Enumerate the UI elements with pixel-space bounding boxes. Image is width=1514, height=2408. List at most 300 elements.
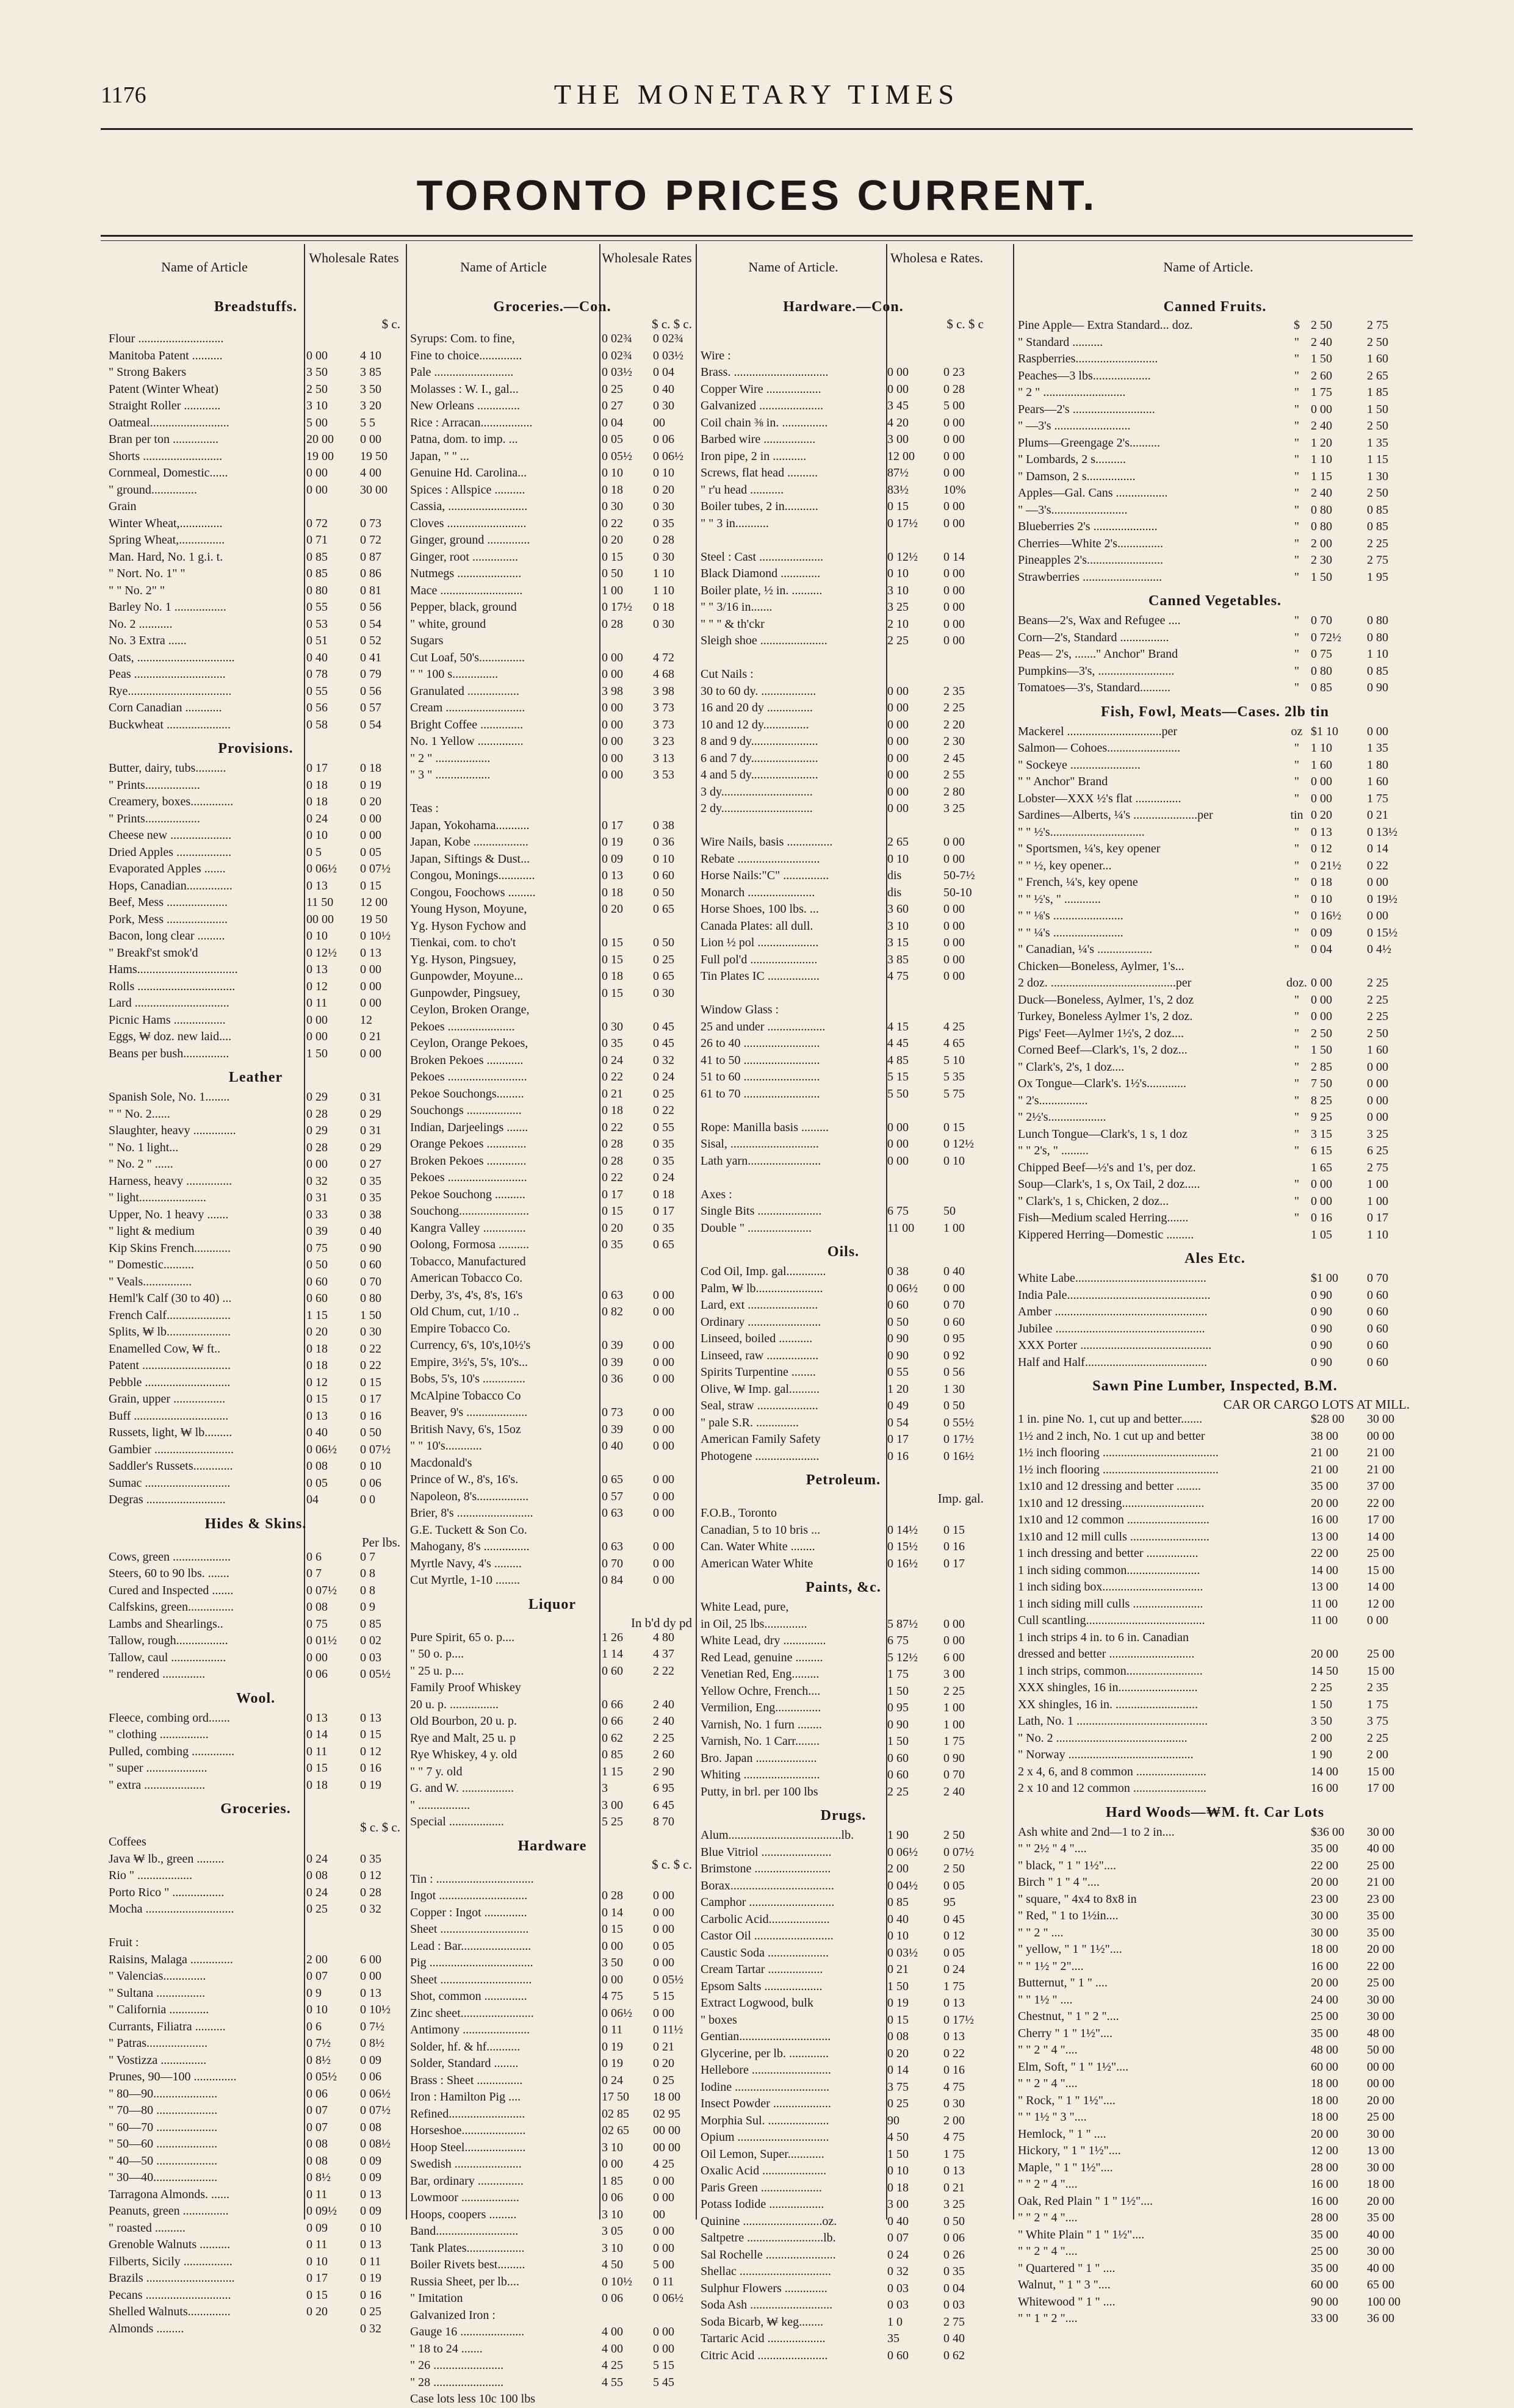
price-low: 0 40 <box>602 1439 623 1453</box>
unit: " <box>1294 858 1300 872</box>
price-low: 0 07 <box>887 2231 909 2244</box>
price-high: 0 79 <box>360 667 381 681</box>
price-row <box>1018 841 1412 858</box>
article-name: XX shingles, 16 in. ........................... <box>1018 1697 1198 1711</box>
price-high: 0 21 <box>360 1030 381 1043</box>
price-low: 0 10 <box>306 828 328 842</box>
article-name: Enamelled Cow, ₩ ft.. <box>109 1342 221 1356</box>
price-row <box>701 532 986 549</box>
price-row <box>410 1086 694 1103</box>
price-low: 3 10 <box>602 2140 623 2154</box>
price-row <box>109 1650 403 1667</box>
price-row <box>701 516 986 533</box>
price-row <box>410 566 694 583</box>
price-low: 48 00 <box>1311 2043 1338 2057</box>
price-low: 3 50 <box>1311 1714 1332 1728</box>
price-row <box>109 2019 403 2036</box>
article-name: " Lombards, 2 s.......... <box>1018 453 1126 466</box>
price-low: 0 53 <box>306 617 328 631</box>
section-heading: Petroleum. <box>806 1472 881 1488</box>
price-row <box>1018 2160 1412 2177</box>
price-high: 0 22 <box>1367 858 1388 872</box>
price-row <box>109 1408 403 1425</box>
price-high: 0 60 <box>360 1258 381 1271</box>
article-name: Lath, No. 1 ........................................... <box>1018 1714 1208 1728</box>
price-row <box>701 1717 986 1734</box>
price-row <box>1018 1874 1412 1891</box>
price-row <box>701 683 986 700</box>
price-row <box>410 968 694 985</box>
article-name <box>701 1102 884 1120</box>
price-low: 0 00 <box>1311 791 1332 805</box>
price-low: 0 00 <box>306 1030 328 1043</box>
article-name: Insect Powder ................... <box>701 2097 831 2110</box>
price-low: 0 15 <box>602 952 623 966</box>
price-low: 0 31 <box>306 1191 328 1204</box>
price-row <box>109 1549 403 1566</box>
price-row <box>701 1052 986 1069</box>
price-low: 0 03 <box>887 2281 909 2295</box>
price-low: 00 00 <box>306 912 334 926</box>
price-high: 0 11½ <box>653 2023 683 2036</box>
price-low <box>598 1388 649 1405</box>
price-low: 0 39 <box>306 1224 328 1238</box>
price-row <box>701 1136 986 1153</box>
article-name: 30 to 60 dy. .................. <box>701 684 816 698</box>
price-low: 3 75 <box>887 2080 909 2094</box>
price-high: 0 00 <box>653 1506 674 1520</box>
price-low: 0 18 <box>602 885 623 899</box>
price-low: 7 50 <box>1311 1077 1332 1090</box>
price-low: 1 75 <box>887 1667 909 1681</box>
price-row <box>109 945 403 962</box>
price-low: 0 03½ <box>887 1946 918 1960</box>
article-name: Antimony ...................... <box>410 2023 530 2036</box>
article-name: Oil Lemon, Super............ <box>701 2147 824 2161</box>
price-row <box>410 2005 694 2022</box>
article-name <box>701 331 884 348</box>
price-high: 0 60 <box>1367 1339 1388 1352</box>
price-low: 20 00 <box>1311 1496 1338 1510</box>
price-row <box>410 1438 694 1455</box>
price-low: 0 40 <box>306 650 328 664</box>
price-low: 3 <box>602 1781 608 1795</box>
price-row <box>701 1928 986 1945</box>
article-name: " Prints.................. <box>109 778 200 792</box>
article-name: " Standard .......... <box>1018 335 1103 349</box>
price-low: 0 60 <box>887 1768 909 1781</box>
article-name: " r'u head ........... <box>701 483 784 497</box>
price-row <box>1018 1321 1412 1338</box>
price-low <box>303 498 356 516</box>
price-high: 0 06½ <box>653 449 683 463</box>
price-high: 0 06 <box>653 433 674 446</box>
price-high: 10% <box>943 483 966 497</box>
price-high: 1 00 <box>943 1717 965 1731</box>
price-row <box>410 2039 694 2056</box>
price-row <box>410 398 694 415</box>
article-name: Ordinary ........................ <box>701 1315 821 1329</box>
unit <box>1286 1858 1307 1875</box>
unit <box>1286 2160 1307 2177</box>
price-low: 1 10 <box>1311 453 1332 466</box>
price-row <box>109 794 403 811</box>
price-row <box>1018 536 1412 553</box>
price-low: 3 05 <box>602 2224 623 2238</box>
price-row <box>109 700 403 717</box>
unit <box>1286 2210 1307 2227</box>
unit <box>1286 2059 1307 2076</box>
price-row <box>410 901 694 918</box>
price-low: 16 00 <box>1311 1959 1338 1973</box>
price-low: 0 00 <box>887 701 909 714</box>
article-name: Bright Coffee .............. <box>410 717 524 731</box>
price-low: 3 10 <box>306 399 328 412</box>
price-high: 6 25 <box>1367 1144 1388 1157</box>
article-name: " Canadian, ¼'s .................. <box>1018 943 1153 956</box>
article-name: Pekoes .......................... <box>410 1070 527 1084</box>
unit <box>1286 1545 1307 1562</box>
price-high: 0 00 <box>943 1634 965 1647</box>
price-row <box>410 2190 694 2207</box>
price-row <box>701 1102 986 1120</box>
price-row <box>701 1120 986 1137</box>
section-heading: Hides & Skins. <box>204 1515 307 1532</box>
price-high: 0 06 <box>360 2070 381 2083</box>
price-row <box>410 2357 694 2374</box>
price-high: 6 45 <box>653 1798 674 1812</box>
price-low: $1 10 <box>1311 724 1338 738</box>
article-name: Butter, dairy, tubs.......... <box>109 761 226 775</box>
price-low: 0 00 <box>887 751 909 765</box>
price-row <box>701 1398 986 1415</box>
unit: " <box>1294 1026 1300 1040</box>
price-high: 35 00 <box>1367 1925 1394 1939</box>
section-subheading: $ c. <box>381 317 400 331</box>
article-name: Pineapples 2's......................... <box>1018 553 1164 567</box>
price-row <box>410 549 694 566</box>
price-row <box>410 1680 694 1697</box>
price-low: 0 10 <box>306 2254 328 2268</box>
article-name: dressed and better ............................ <box>1018 1647 1195 1661</box>
price-high: 0 15 <box>360 1375 381 1389</box>
price-high: 3 53 <box>653 768 674 782</box>
price-low: 0 39 <box>602 1355 623 1369</box>
price-row <box>109 1357 403 1375</box>
price-row <box>109 777 403 794</box>
price-low: 0 05 <box>602 433 623 446</box>
unit <box>1286 1713 1307 1730</box>
price-high: 0 24 <box>653 1070 674 1084</box>
article-name: " 26 ....................... <box>410 2359 504 2372</box>
price-low: 0 56 <box>306 701 328 714</box>
price-row <box>701 733 986 750</box>
price-low: 0 78 <box>306 667 328 681</box>
article-name: Congou, Monings............ <box>410 869 535 882</box>
price-high: 0 00 <box>1367 1093 1388 1107</box>
price-high <box>1363 958 1412 976</box>
price-high: 15 00 <box>1367 1563 1394 1577</box>
price-high: 2 90 <box>653 1764 674 1778</box>
price-low: 0 40 <box>887 2214 909 2228</box>
article-name: Empire Tobacco Co. <box>410 1321 511 1335</box>
article-name: Shellac .............................. <box>701 2265 831 2278</box>
unit <box>1286 1975 1307 1992</box>
article-name: 1½ and 2 inch, No. 1 cut up and better <box>1018 1429 1205 1443</box>
price-row <box>410 2274 694 2291</box>
price-row <box>1018 1354 1412 1371</box>
price-row <box>109 2287 403 2304</box>
price-high: 3 50 <box>360 382 381 396</box>
article-name: Whitewood " 1 " .... <box>1018 2295 1116 2309</box>
price-high: 0 57 <box>360 701 381 714</box>
price-high: 0 21 <box>653 2040 674 2054</box>
article-name: Iron pipe, 2 in ........... <box>701 449 807 463</box>
price-row <box>1018 908 1412 925</box>
article-name: Galvanized Iron : <box>410 2308 496 2322</box>
article-name: Monarch ...................... <box>701 885 815 899</box>
price-high: 0 00 <box>653 1489 674 1503</box>
article-name: 25 and under ................... <box>701 1019 826 1033</box>
price-low: 0 13 <box>306 963 328 976</box>
price-low <box>598 1002 649 1019</box>
article-name: " No. 2 ........................................... <box>1018 1731 1188 1745</box>
unit: " <box>1294 630 1300 644</box>
price-low: 1 90 <box>1311 1748 1332 1761</box>
price-low: 0 10 <box>887 1929 909 1943</box>
price-low: 35 00 <box>1311 2026 1338 2040</box>
article-name: Pekoes .......................... <box>410 1171 527 1184</box>
article-name: Cut Nails : <box>701 667 754 681</box>
price-row <box>1018 1891 1412 1908</box>
price-row <box>701 1364 986 1381</box>
article-name: Cloves .......................... <box>410 516 527 530</box>
price-row <box>1018 992 1412 1009</box>
price-row <box>701 599 986 616</box>
price-low: 0 21 <box>602 1087 623 1101</box>
price-low: 0 15 <box>602 986 623 1000</box>
article-name: Corn—2's, Standard ................ <box>1018 630 1169 644</box>
price-low: 87½ <box>887 466 909 480</box>
section-subheading: $ c. $ c. <box>652 1856 692 1872</box>
article-name: Photogene ..................... <box>701 1449 820 1463</box>
price-high <box>649 1522 694 1539</box>
price-low: 35 00 <box>1311 2227 1338 2241</box>
price-high: 0 35 <box>653 1221 674 1235</box>
price-low: dis <box>887 869 902 882</box>
price-high: 0 00 <box>653 1889 674 1902</box>
article-name: Straight Roller ............ <box>109 399 221 412</box>
price-high: 3 00 <box>943 1667 965 1681</box>
price-low: 0 15 <box>602 1204 623 1218</box>
article-name: Chestnut, " 1 " 2 ".... <box>1018 2010 1119 2023</box>
unit <box>1286 1354 1307 1371</box>
price-row <box>109 1901 403 1918</box>
price-row <box>1018 1596 1412 1613</box>
article-name: 3 dy.............................. <box>701 785 813 799</box>
article-name: Spring Wheat,............... <box>109 533 225 547</box>
price-high: 0 25 <box>653 1087 674 1101</box>
price-high: 0 00 <box>943 969 965 983</box>
price-row <box>1018 2008 1412 2025</box>
price-low: 1 50 <box>306 1046 328 1060</box>
price-low: 1 50 <box>1311 1697 1332 1711</box>
price-row <box>1018 824 1412 841</box>
unit: " <box>1294 681 1300 694</box>
unit <box>1286 1287 1307 1304</box>
unit <box>1286 1411 1307 1428</box>
article-name: Beaver, 9's .................... <box>410 1406 528 1419</box>
price-high: 12 <box>360 1013 372 1027</box>
price-row <box>410 1455 694 1472</box>
price-row <box>410 364 694 381</box>
price-row <box>109 2237 403 2254</box>
price-high: 3 25 <box>1367 1127 1388 1141</box>
price-low: 0 70 <box>1311 614 1332 627</box>
article-name: " white, ground <box>410 617 486 631</box>
article-name: " Clark's, 1 s, Chicken, 2 doz... <box>1018 1194 1169 1208</box>
price-row <box>701 364 986 381</box>
unit: " <box>1294 1110 1300 1124</box>
price-low: 1 65 <box>1311 1160 1332 1174</box>
article-name: Brier, 8's ......................... <box>410 1506 533 1520</box>
price-low: 0 06 <box>602 2291 623 2305</box>
price-high: 30 00 <box>1367 1993 1394 2007</box>
price-high: 00 00 <box>1367 2077 1394 2090</box>
price-row <box>1018 1143 1412 1160</box>
article-name: 1½ inch flooring ...................................... <box>1018 1446 1219 1459</box>
price-row <box>701 2079 986 2096</box>
price-row <box>701 1556 986 1573</box>
price-row <box>109 979 403 996</box>
price-high: 0 03½ <box>653 348 683 362</box>
article-name: Lard, ext ....................... <box>701 1298 818 1312</box>
price-row <box>701 968 986 985</box>
price-low: 5 87½ <box>887 1617 918 1631</box>
article-name: Oolong, Formosa .......... <box>410 1238 529 1251</box>
price-row <box>1018 646 1412 663</box>
price-row <box>1018 1270 1412 1287</box>
price-high: 0 00 <box>653 1473 674 1486</box>
price-row <box>109 1207 403 1224</box>
price-low: 1 75 <box>1311 386 1332 399</box>
unit <box>1286 1562 1307 1580</box>
price-low <box>598 1455 649 1472</box>
price-high: 0 60 <box>1367 1321 1388 1335</box>
price-high: 0 10 <box>943 1154 965 1168</box>
price-low: 0 00 <box>1311 1194 1332 1208</box>
unit: " <box>1294 1077 1300 1090</box>
article-name: F.O.B., Toronto <box>701 1506 777 1520</box>
price-low: 0 21½ <box>1311 858 1341 872</box>
price-high: 1 60 <box>1367 1043 1388 1057</box>
article-name: Horse Shoes, 100 lbs. ... <box>701 902 819 916</box>
price-high: 50 00 <box>1367 2043 1394 2057</box>
unit: " <box>1294 1010 1300 1023</box>
article-name: Pine Apple— Extra Standard... doz. <box>1018 318 1193 332</box>
price-row <box>109 1391 403 1408</box>
price-high: 0 29 <box>360 1140 381 1154</box>
article-name: Pumpkins—3's, ......................... <box>1018 664 1175 678</box>
article-name: Congou, Foochows ......... <box>410 885 536 899</box>
article-name: Tin Plates IC ................. <box>701 969 820 983</box>
price-low: 1 50 <box>887 1734 909 1748</box>
price-high: 30 00 <box>1367 2244 1394 2258</box>
price-row <box>701 1170 986 1187</box>
price-row <box>410 650 694 667</box>
price-low: 0 75 <box>1311 647 1332 661</box>
article-name <box>410 784 598 801</box>
price-low: 0 51 <box>306 634 328 647</box>
section-heading: Hard Woods—₩M. ft. Car Lots <box>1105 1804 1325 1820</box>
price-high: 0 13 <box>360 1711 381 1725</box>
price-low: 12 00 <box>1311 2144 1338 2157</box>
article-name: Patent (Winter Wheat) <box>109 382 218 396</box>
price-row <box>701 985 986 1002</box>
article-name: Kippered Herring—Domestic ......... <box>1018 1227 1194 1242</box>
price-low: 0 16 <box>887 1449 909 1463</box>
price-high: 37 00 <box>1367 1479 1394 1493</box>
price-high <box>940 1187 986 1204</box>
article-name: Buff ............................... <box>109 1409 229 1423</box>
price-row <box>701 415 986 432</box>
article-name: Hickory, " 1 " 1½".... <box>1018 2144 1121 2157</box>
unit: " <box>1294 775 1300 788</box>
price-high: 0 30 <box>653 399 674 412</box>
price-row <box>109 2136 403 2153</box>
price-low <box>303 2321 356 2338</box>
article-name: 1 in. pine No. 1, cut up and better....... <box>1018 1412 1203 1426</box>
price-low: 0 20 <box>887 2046 909 2060</box>
unit: " <box>1294 335 1300 349</box>
unit <box>1286 2109 1307 2126</box>
price-high: 0 85 <box>1367 520 1388 533</box>
price-low: 13 00 <box>1311 1529 1338 1544</box>
price-row <box>410 2240 694 2257</box>
price-high: 3 73 <box>653 701 674 714</box>
price-low: 5 00 <box>306 415 328 429</box>
unit: " <box>1294 892 1300 906</box>
price-low: 0 82 <box>602 1305 623 1318</box>
price-high: 0 00 <box>1367 1077 1388 1090</box>
section-heading: Groceries. <box>220 1801 291 1817</box>
price-row <box>410 1955 694 1972</box>
price-low: 0 20 <box>602 1221 623 1235</box>
price-row <box>1018 1925 1412 1942</box>
price-high: 2 20 <box>943 717 965 731</box>
price-high: 0 13 <box>943 2030 965 2043</box>
price-row <box>701 851 986 868</box>
price-row <box>1018 1495 1412 1512</box>
price-low: 0 80 <box>1311 664 1332 678</box>
price-row <box>701 1666 986 1683</box>
article-name: Ginger, root ............... <box>410 550 518 564</box>
price-high: 2 50 <box>943 1862 965 1875</box>
price-row <box>410 1120 694 1137</box>
price-high: 2 22 <box>653 1664 674 1678</box>
price-high: 1 10 <box>653 583 674 597</box>
price-low: 0 9 <box>306 1986 322 2000</box>
price-low <box>598 2307 649 2324</box>
price-low: 28 00 <box>1311 2160 1338 2174</box>
price-row <box>701 952 986 969</box>
price-high <box>940 532 986 549</box>
price-high <box>649 2391 694 2408</box>
unit: " <box>1294 664 1300 678</box>
price-row <box>1018 401 1412 419</box>
unit <box>1286 1596 1307 1613</box>
price-row <box>410 2122 694 2140</box>
